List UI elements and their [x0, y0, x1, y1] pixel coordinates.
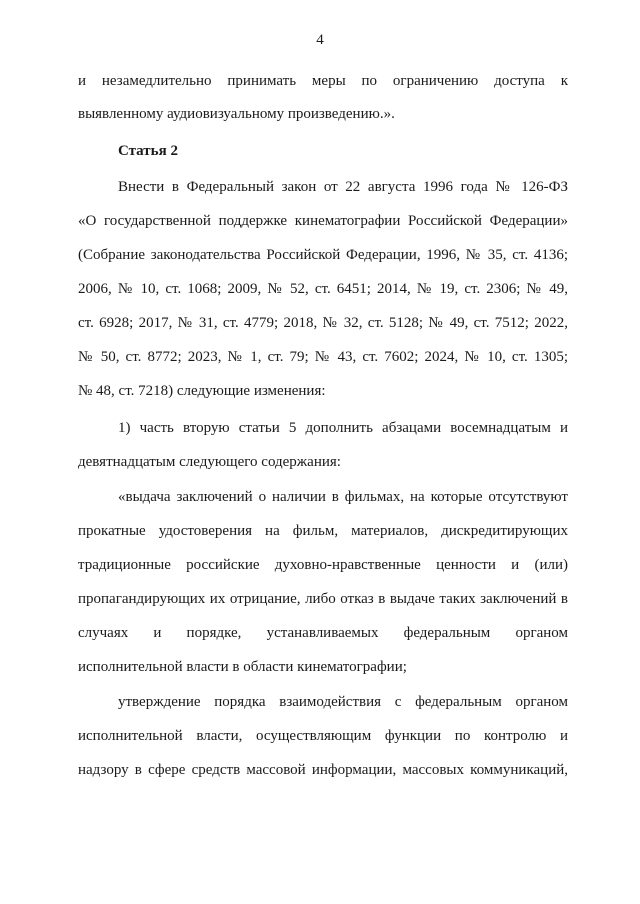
paragraph-line: ст. 6928; 2017, № 31, ст. 4779; 2018, № 32, ст. 5128; № 49, ст. 7512; 2022,: [78, 315, 568, 331]
paragraph-line: (Собрание законодательства Российской Федерации, 1996, № 35, ст. 4136;: [78, 247, 568, 263]
paragraph-line: случаях и порядке, устанавливаемых федеральным органом: [78, 625, 568, 641]
paragraph-line: утверждение порядка взаимодействия с федеральным органом: [118, 694, 568, 710]
paragraph-line: выявленному аудиовизуальному произведению.».: [78, 106, 395, 122]
paragraph-line: 1) часть вторую статьи 5 дополнить абзацами восемнадцатым и: [118, 420, 568, 436]
paragraph-line: прокатные удостоверения на фильм, материалов, дискредитирующих: [78, 523, 568, 539]
paragraph-line: исполнительной власти в области кинематографии;: [78, 659, 407, 675]
paragraph-line: девятнадцатым следующего содержания:: [78, 454, 341, 470]
paragraph-line: Внести в Федеральный закон от 22 августа 1996 года № 126-ФЗ: [118, 179, 568, 195]
paragraph-line: «выдача заключений о наличии в фильмах, на которые отсутствуют: [118, 489, 568, 505]
paragraph-line: «О государственной поддержке кинематографии Российской Федерации»: [78, 213, 568, 229]
paragraph-line: исполнительной власти, осуществляющим функции по контролю и: [78, 728, 568, 744]
paragraph-line: 2006, № 10, ст. 1068; 2009, № 52, ст. 6451; 2014, № 19, ст. 2306; № 49,: [78, 281, 568, 297]
paragraph-line: пропагандирующих их отрицание, либо отказ в выдаче таких заключений в: [78, 591, 568, 607]
paragraph-line: № 48, ст. 7218) следующие изменения:: [78, 383, 326, 399]
paragraph-line: надзору в сфере средств массовой информации, массовых коммуникаций,: [78, 762, 568, 778]
article-heading: Статья 2: [118, 143, 178, 159]
paragraph-line: и незамедлительно принимать меры по ограничению доступа к: [78, 73, 568, 89]
paragraph-line: традиционные российские духовно-нравственные ценности и (или): [78, 557, 568, 573]
page-number: 4: [316, 32, 324, 48]
paragraph-line: № 50, ст. 8772; 2023, № 1, ст. 79; № 43, ст. 7602; 2024, № 10, ст. 1305;: [78, 349, 568, 365]
